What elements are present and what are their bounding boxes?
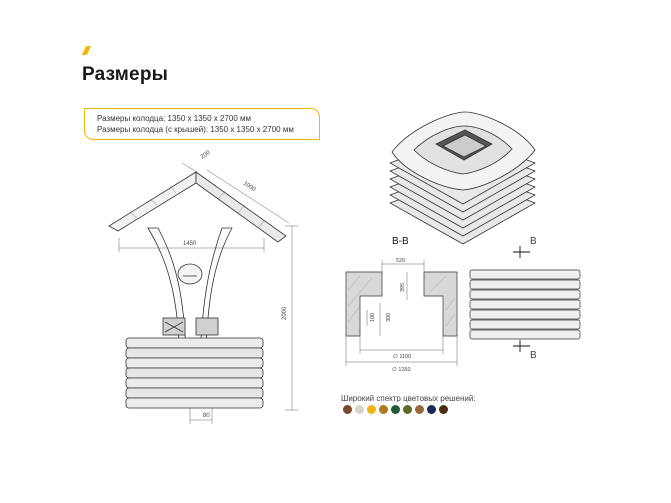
color-swatch [415,405,424,414]
dim-inner-diameter: ∅ 1100 [393,354,412,360]
page-title: Размеры [82,64,169,85]
color-swatch [391,405,400,414]
dim-height: 2000 [282,306,288,320]
winch-box-left [163,318,185,335]
info-line-well-size: Размеры колодца: 1350 x 1350 x 2700 мм [97,114,252,123]
color-swatch [355,405,364,414]
color-swatch [439,405,448,414]
roof-right-slope [196,172,286,242]
section-marker-bottom: B [530,350,537,361]
roof-left-slope [109,172,196,231]
isometric-view [390,112,535,244]
section-marker-top: B [530,236,537,247]
section-title: B-B [392,236,409,247]
color-palette [343,405,448,414]
color-swatch [427,405,436,414]
dim-step: 100 [370,312,376,322]
dim-roof-span: 1450 [183,241,197,247]
palette-label: Широкий спектр цветовых решений: [341,394,476,403]
well-log-body [126,338,263,408]
section-view [346,260,457,366]
dim-roof-slope: 1000 [241,180,257,193]
winch-box-right [196,318,218,335]
crank-ball [178,264,202,284]
dim-outer-diameter: ∅ 1260 [392,367,411,373]
side-view [470,270,580,339]
dim-wall-height: 300 [386,312,392,322]
dim-inner-depth: 395 [400,282,406,292]
dim-roof-thickness: 200 [199,149,212,161]
section-wall-left [346,272,382,336]
color-swatch [367,405,376,414]
color-swatch [403,405,412,414]
dim-post-width: 80 [203,413,210,419]
well-side-drawing [109,163,298,424]
info-line-well-roof-size: Размеры колодца (с крышей): 1350 x 1350 x 2700 мм [97,125,294,134]
color-swatch [343,405,352,414]
dim-top-opening: 520 [396,258,406,264]
color-swatch [379,405,388,414]
